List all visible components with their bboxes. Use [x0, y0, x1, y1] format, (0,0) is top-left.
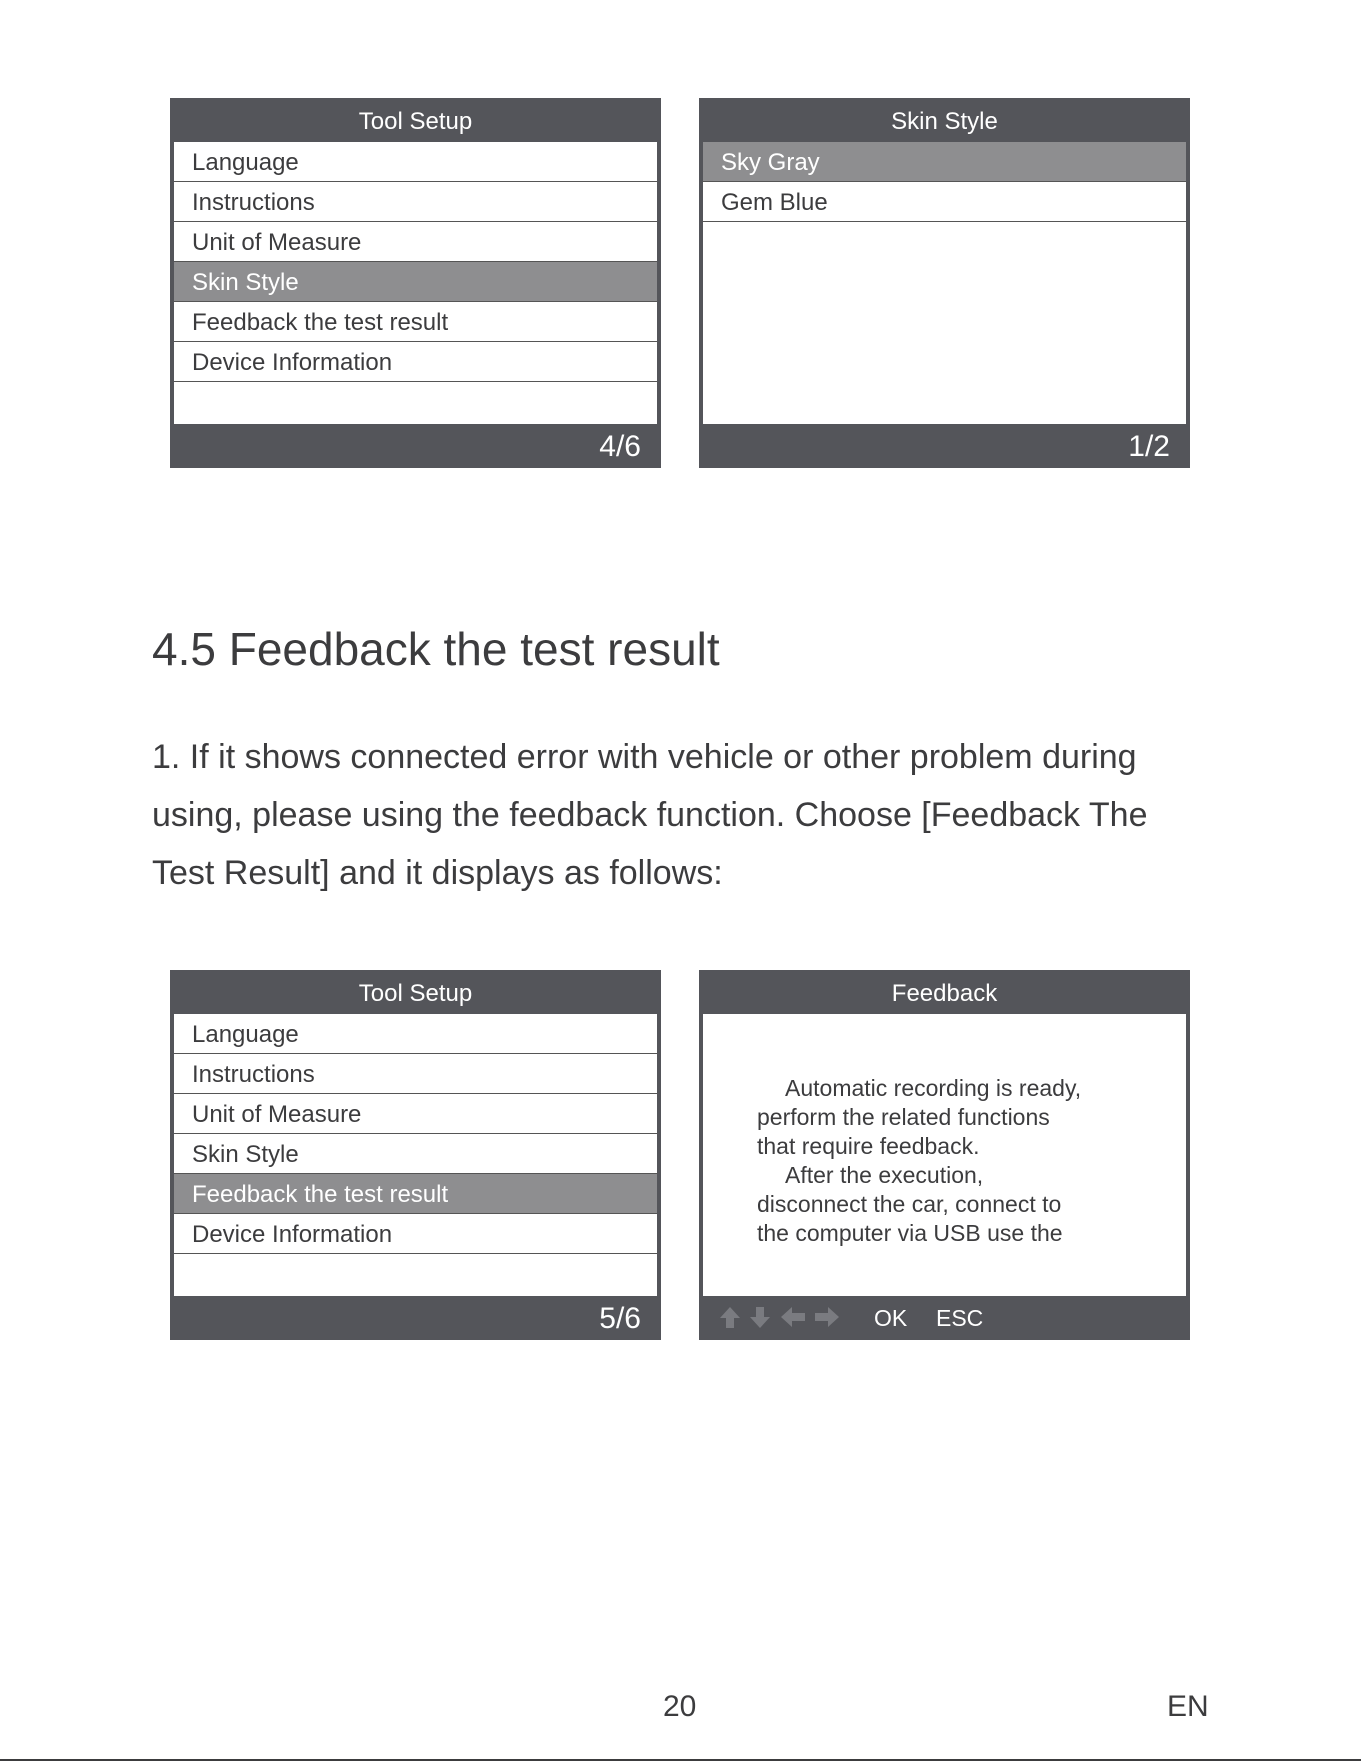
- paragraph-line: Test Result] and it displays as follows:: [152, 854, 723, 892]
- arrow-right-icon[interactable]: [812, 1304, 842, 1330]
- section-heading: 4.5 Feedback the test result: [152, 623, 720, 675]
- menu-empty-row: [174, 382, 657, 422]
- page-indicator: 4/6: [599, 430, 641, 463]
- page-indicator: 5/6: [599, 1302, 641, 1335]
- menu-list: [174, 1014, 657, 1296]
- option-gem-blue[interactable]: Gem Blue: [703, 182, 1186, 222]
- feedback-body: [703, 1014, 1186, 1296]
- arrow-up-icon[interactable]: [717, 1304, 743, 1330]
- screen-title: Skin Style: [891, 108, 998, 135]
- tool-setup-screen-1: [170, 98, 661, 468]
- tool-setup-screen-2: [170, 970, 661, 1340]
- message-line: that require feedback.: [757, 1133, 980, 1159]
- screen-title: Tool Setup: [358, 980, 473, 1007]
- option-sky-gray[interactable]: Sky Gray: [703, 142, 1186, 182]
- menu-item-feedback[interactable]: Feedback the test result: [174, 302, 657, 342]
- screen-footer: [170, 424, 661, 468]
- message-line: the computer via USB use the: [757, 1220, 1063, 1246]
- arrow-down-icon[interactable]: [747, 1304, 773, 1330]
- feedback-message: [757, 1074, 1081, 1248]
- message-line: perform the related functions: [757, 1104, 1050, 1130]
- menu-item-unit-of-measure[interactable]: Unit of Measure: [174, 222, 657, 262]
- screen-footer: [699, 424, 1190, 468]
- screen-footer: [699, 1296, 1190, 1340]
- menu-item-unit-of-measure[interactable]: Unit of Measure: [174, 1094, 657, 1134]
- menu-item-skin-style[interactable]: Skin Style: [174, 1134, 657, 1174]
- menu-item-skin-style[interactable]: Skin Style: [174, 262, 657, 302]
- menu-item-feedback[interactable]: Feedback the test result: [174, 1174, 657, 1214]
- option-list: [703, 142, 1186, 424]
- arrow-left-icon[interactable]: [778, 1304, 808, 1330]
- menu-item-instructions[interactable]: Instructions: [174, 182, 657, 222]
- paragraph-line: 1. If it shows connected error with vehicle or other problem during: [152, 738, 1137, 776]
- menu-empty-row: [174, 1254, 657, 1294]
- esc-button[interactable]: ESC: [936, 1305, 984, 1331]
- menu-list: [174, 142, 657, 424]
- menu-item-language[interactable]: Language: [174, 1014, 657, 1054]
- menu-item-instructions[interactable]: Instructions: [174, 1054, 657, 1094]
- feedback-screen: [699, 970, 1190, 1340]
- section-paragraph: [152, 728, 1232, 902]
- message-line: After the execution,: [785, 1162, 984, 1188]
- page-indicator: 1/2: [1128, 430, 1170, 463]
- screen-title: Tool Setup: [358, 108, 473, 135]
- menu-item-device-information[interactable]: Device Information: [174, 342, 657, 382]
- nav-icons: [717, 1304, 842, 1330]
- paragraph-line: using, please using the feedback function. Choose [Feedback The: [152, 796, 1148, 834]
- message-line: disconnect the car, connect to: [757, 1191, 1062, 1217]
- screen-footer: [170, 1296, 661, 1340]
- menu-item-device-information[interactable]: Device Information: [174, 1214, 657, 1254]
- message-line: Automatic recording is ready,: [785, 1075, 1082, 1101]
- ok-button[interactable]: OK: [874, 1305, 908, 1331]
- page-number: 20: [663, 1690, 697, 1723]
- menu-item-language[interactable]: Language: [174, 142, 657, 182]
- screen-title: Feedback: [891, 980, 998, 1007]
- skin-style-screen: [699, 98, 1190, 468]
- language-label: EN: [1167, 1690, 1209, 1723]
